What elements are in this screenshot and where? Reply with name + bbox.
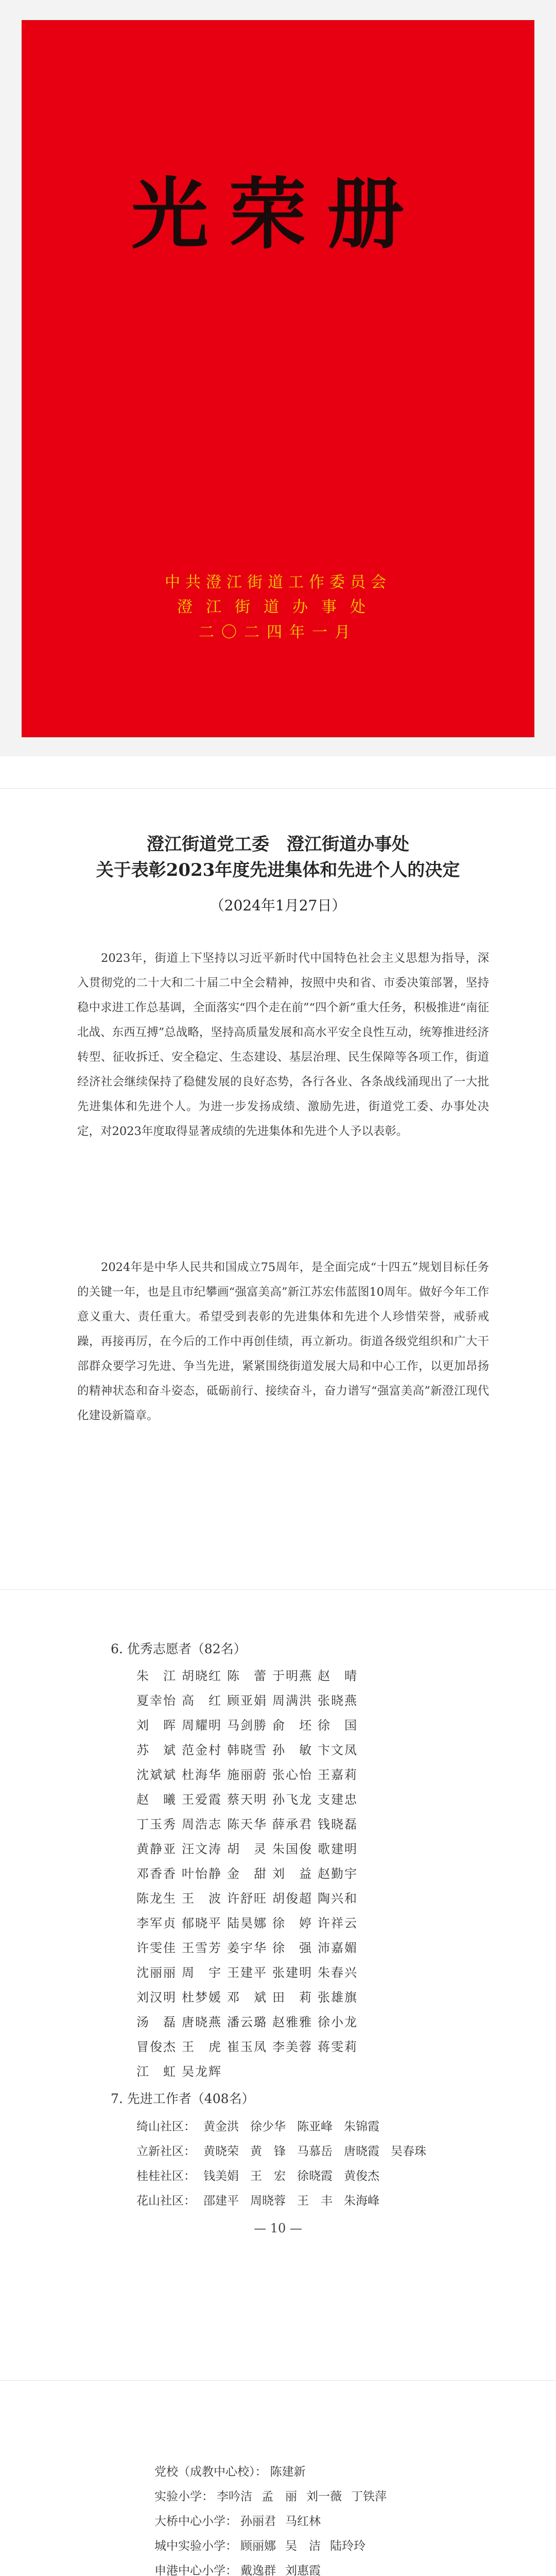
person-name: 王 波 bbox=[182, 1891, 222, 1906]
person-name: 江 虹 bbox=[136, 2064, 177, 2079]
person-name: 周满洪 bbox=[272, 1693, 312, 1708]
person-name: 徐小龙 bbox=[318, 2014, 358, 2029]
person-name: 杜海华 bbox=[182, 1767, 222, 1782]
person-name: 陈 蕾 bbox=[227, 1668, 267, 1683]
person-name: 丁玉秀 bbox=[136, 1817, 177, 1832]
person-name: 徐 强 bbox=[272, 1940, 312, 1955]
volunteer-row bbox=[136, 1810, 471, 1835]
person-name: 陆玲玲 bbox=[330, 2539, 366, 2553]
page-number: — 10 — bbox=[254, 2221, 302, 2235]
person-name: 杜梦媛 bbox=[182, 1990, 222, 2005]
person-name: 朱锦霞 bbox=[344, 2120, 379, 2133]
unit-label: 实验小学： bbox=[154, 2489, 214, 2503]
volunteer-row bbox=[136, 2033, 471, 2058]
person-name: 唐晓燕 bbox=[182, 2014, 222, 2029]
unit-label: 绮山社区： bbox=[136, 2120, 196, 2133]
person-name: 施丽蔚 bbox=[227, 1767, 267, 1782]
person-name: 马慕岳 bbox=[297, 2144, 333, 2158]
volunteer-row bbox=[136, 1835, 471, 1860]
unit-row bbox=[154, 2507, 515, 2532]
person-name: 范金村 bbox=[182, 1742, 222, 1757]
cover-title: 光荣册 bbox=[131, 169, 425, 260]
person-name: 张雄旗 bbox=[318, 1990, 358, 2005]
person-name: 汤 磊 bbox=[136, 2014, 177, 2029]
person-name: 徐 婷 bbox=[272, 1916, 312, 1930]
person-name: 郁晓平 bbox=[182, 1916, 222, 1930]
person-name: 陈亚峰 bbox=[297, 2120, 333, 2133]
person-name: 黄金洪 bbox=[203, 2120, 239, 2133]
volunteer-row bbox=[136, 1711, 471, 1736]
person-name: 王 虎 bbox=[182, 2039, 222, 2054]
person-name: 钱晓磊 bbox=[318, 1817, 358, 1832]
person-name: 顾亚娟 bbox=[227, 1693, 267, 1708]
section-6-title: 6. 优秀志愿者（82名） bbox=[111, 1641, 247, 1656]
unit-label: 城中实验小学： bbox=[154, 2539, 237, 2553]
person-name: 朱海峰 bbox=[344, 2194, 379, 2208]
person-name: 李美蓉 bbox=[272, 2039, 312, 2054]
person-name: 朱国俊 bbox=[272, 1841, 312, 1856]
worker-row bbox=[136, 2113, 497, 2138]
person-name: 刘惠霞 bbox=[285, 2564, 321, 2576]
person-name: 孙 敏 bbox=[272, 1742, 312, 1757]
person-name: 李吟洁 bbox=[217, 2489, 252, 2503]
unit-row bbox=[154, 2557, 515, 2576]
person-name: 黄俊杰 bbox=[344, 2169, 379, 2183]
person-name: 周浩志 bbox=[182, 1817, 222, 1832]
person-name: 周晓蓉 bbox=[250, 2194, 286, 2208]
person-name: 刘汉明 bbox=[136, 1990, 177, 2005]
person-name: 刘 晖 bbox=[136, 1718, 177, 1733]
person-name: 沛嘉媚 bbox=[318, 1940, 358, 1955]
person-name: 黄 锋 bbox=[250, 2144, 286, 2158]
unit-row bbox=[154, 2458, 515, 2483]
person-name: 孟 丽 bbox=[262, 2489, 297, 2503]
volunteer-row bbox=[136, 1885, 471, 1909]
cover-date: 二〇二四年一月 bbox=[199, 623, 357, 641]
person-name: 卞文凤 bbox=[318, 1742, 358, 1757]
volunteer-row bbox=[136, 1687, 471, 1711]
volunteer-row bbox=[136, 1909, 471, 1934]
person-name: 唐晓霞 bbox=[344, 2144, 379, 2158]
decision-date: （2024年1月27日） bbox=[210, 897, 346, 914]
cover-issuer-line2: 澄江街道办事处 bbox=[177, 598, 379, 616]
cover-page bbox=[0, 0, 556, 756]
person-name: 朱春兴 bbox=[318, 1965, 358, 1980]
volunteer-row bbox=[136, 1860, 471, 1885]
person-name: 黄晓荣 bbox=[203, 2144, 239, 2158]
unit-label: 申港中心小学： bbox=[154, 2564, 237, 2576]
person-name: 蔡天明 bbox=[227, 1792, 267, 1807]
person-name: 沈丽丽 bbox=[136, 1965, 177, 1980]
person-name: 汪文涛 bbox=[182, 1841, 222, 1856]
person-name: 马红林 bbox=[285, 2514, 321, 2528]
person-name: 冒俊杰 bbox=[136, 2039, 177, 2054]
person-name: 顾丽娜 bbox=[240, 2539, 276, 2553]
person-name: 陈天华 bbox=[227, 1817, 267, 1832]
volunteer-list bbox=[136, 1662, 471, 2082]
volunteer-row bbox=[136, 1959, 471, 1984]
person-name: 王 宏 bbox=[250, 2169, 286, 2183]
person-name: 邓 斌 bbox=[227, 1990, 267, 2005]
person-name: 沈斌斌 bbox=[136, 1767, 177, 1782]
person-name: 刘一薇 bbox=[306, 2489, 342, 2503]
person-name: 许舒旺 bbox=[227, 1891, 267, 1906]
unit-label: 党校（成教中心校）： bbox=[154, 2465, 267, 2479]
person-name: 徐晓霞 bbox=[297, 2169, 333, 2183]
person-name: 高 红 bbox=[182, 1693, 222, 1708]
person-name: 支建忠 bbox=[318, 1792, 358, 1807]
unit-row bbox=[154, 2483, 515, 2507]
person-name: 俞 坯 bbox=[272, 1718, 312, 1733]
person-name: 戴逸群 bbox=[240, 2564, 276, 2576]
unit-label: 桂桂社区： bbox=[136, 2169, 196, 2183]
person-name: 歌建明 bbox=[318, 1841, 358, 1856]
person-name: 周 宇 bbox=[182, 1965, 222, 1980]
person-name: 吴春珠 bbox=[391, 2144, 426, 2158]
cover-issuer-line1: 中共澄江街道工作委员会 bbox=[165, 573, 391, 591]
unit-label: 立新社区： bbox=[136, 2144, 196, 2158]
person-name: 王雪芳 bbox=[182, 1940, 222, 1955]
person-name: 赵 晴 bbox=[318, 1668, 358, 1683]
person-name: 孙飞龙 bbox=[272, 1792, 312, 1807]
volunteer-row bbox=[136, 1984, 471, 2008]
person-name: 潘云璐 bbox=[227, 2014, 267, 2029]
person-name: 丁铁萍 bbox=[351, 2489, 387, 2503]
person-name: 黄静亚 bbox=[136, 1841, 177, 1856]
volunteer-row bbox=[136, 1761, 471, 1786]
person-name: 于明燕 bbox=[272, 1668, 312, 1683]
person-name: 金 甜 bbox=[227, 1866, 267, 1881]
person-name: 邓香香 bbox=[136, 1866, 177, 1881]
unit-row bbox=[154, 2532, 515, 2557]
worker-list bbox=[136, 2113, 497, 2212]
person-name: 胡 灵 bbox=[227, 1841, 267, 1856]
cover-sheet bbox=[22, 21, 534, 737]
person-name: 徐少华 bbox=[250, 2120, 286, 2133]
decision-header-line2: 关于表彰2023年度先进集体和先进个人的决定 bbox=[96, 860, 460, 880]
volunteer-row bbox=[136, 2008, 471, 2033]
person-name: 徐 国 bbox=[318, 1718, 358, 1733]
person-name: 张晓燕 bbox=[318, 1693, 358, 1708]
person-name: 胡俊超 bbox=[272, 1891, 312, 1906]
unit-list bbox=[154, 2458, 515, 2576]
person-name: 王爱霞 bbox=[182, 1792, 222, 1807]
person-name: 许祥云 bbox=[318, 1916, 358, 1930]
person-name: 朱 江 bbox=[136, 1668, 177, 1683]
person-name: 陈建新 bbox=[270, 2465, 306, 2479]
decision-paragraph-1: 2023年，街道上下坚持以习近平新时代中国特色社会主义思想为指导，深入贯彻党的二十大和二十届二中全会精神，按照中央和省、市委决策部署，坚持稳中求进工作总基调，全面落实“四个走在前”“四个新”重大任务，积极推进“南征北战、东西互搏”总战略，坚持高质量发展和高水平安全良性互动，统筹推进经济转型、征收拆迁、安全稳定、生态建设、基层治理、民生保障等各项工作，街道经济社会继续保持了稳健发展的良好态势，各行各业、各条战线涌现出了一大批先进集体和先进个人。为进一步发扬成绩、激励先进，街道党工委、办事处决定，对2023年度取得显著成绩的先进集体和先进个人予以表彰。 bbox=[77, 952, 490, 1138]
person-name: 叶怡静 bbox=[182, 1866, 222, 1881]
unit-label: 大桥中心小学： bbox=[154, 2514, 237, 2528]
volunteer-row bbox=[136, 2058, 471, 2082]
person-name: 许雯佳 bbox=[136, 1940, 177, 1955]
worker-row bbox=[136, 2162, 497, 2187]
person-name: 薛承君 bbox=[272, 1817, 312, 1832]
person-name: 孙丽君 bbox=[240, 2514, 276, 2528]
list-page-10 bbox=[0, 1589, 556, 2342]
person-name: 胡晓红 bbox=[182, 1668, 222, 1683]
person-name: 苏 斌 bbox=[136, 1742, 177, 1757]
list-page-17 bbox=[0, 2380, 556, 2576]
person-name: 陶兴和 bbox=[318, 1891, 358, 1906]
section-7-title: 7. 先进工作者（408名） bbox=[111, 2091, 255, 2106]
person-name: 吴 洁 bbox=[285, 2539, 321, 2553]
person-name: 夏幸怡 bbox=[136, 1693, 177, 1708]
person-name: 刘 益 bbox=[272, 1866, 312, 1881]
worker-row bbox=[136, 2187, 497, 2212]
person-name: 王嘉莉 bbox=[318, 1767, 358, 1782]
person-name: 吴龙辉 bbox=[182, 2064, 222, 2079]
person-name: 张建明 bbox=[272, 1965, 312, 1980]
person-name: 蒋雯莉 bbox=[318, 2039, 358, 2054]
person-name: 邵建平 bbox=[203, 2194, 239, 2208]
person-name: 王 丰 bbox=[297, 2194, 333, 2208]
unit-label: 花山社区： bbox=[136, 2194, 196, 2208]
volunteer-row bbox=[136, 1662, 471, 1687]
worker-row bbox=[136, 2138, 497, 2162]
person-name: 赵勤宇 bbox=[318, 1866, 358, 1881]
person-name: 陈龙生 bbox=[136, 1891, 177, 1906]
person-name: 赵 曦 bbox=[136, 1792, 177, 1807]
person-name: 韩晓雪 bbox=[227, 1742, 267, 1757]
volunteer-row bbox=[136, 1786, 471, 1810]
person-name: 钱美娟 bbox=[203, 2169, 239, 2183]
decision-page bbox=[0, 788, 556, 1556]
person-name: 赵雅雅 bbox=[272, 2014, 312, 2029]
person-name: 李军贞 bbox=[136, 1916, 177, 1930]
volunteer-row bbox=[136, 1736, 471, 1761]
person-name: 崔玉凤 bbox=[227, 2039, 267, 2054]
decision-paragraph-2: 2024年是中华人民共和国成立75周年，是全面完成“十四五”规划目标任务的关键一年，也是且市纪攀画“强富美高”新江苏宏伟蓝图10周年。做好今年工作意义重大、责任重大。希望受到表彰的先进集体和先进个人珍惜荣誉，戒骄戒躁，再接再厉，在今后的工作中再创佳绩，再立新功。街道各级党组织和广大干部群众要学习先进、争当先进，紧紧围绕街道发展大局和中心工作，以更加昂扬的精神状态和奋斗姿态，砥砺前行、接续奋斗，奋力谱写“强富美高”新澄江现代化建设新篇章。 bbox=[77, 1261, 489, 1422]
volunteer-row bbox=[136, 1934, 471, 1959]
decision-header-line1: 澄江街道党工委 澄江街道办事处 bbox=[147, 834, 409, 855]
person-name: 王建平 bbox=[227, 1965, 267, 1980]
person-name: 张心怡 bbox=[272, 1767, 312, 1782]
person-name: 姜宇华 bbox=[227, 1940, 267, 1955]
person-name: 陆昊娜 bbox=[227, 1916, 267, 1930]
person-name: 马剑勝 bbox=[227, 1718, 267, 1733]
person-name: 周耀明 bbox=[182, 1718, 222, 1733]
person-name: 田 莉 bbox=[272, 1990, 312, 2005]
